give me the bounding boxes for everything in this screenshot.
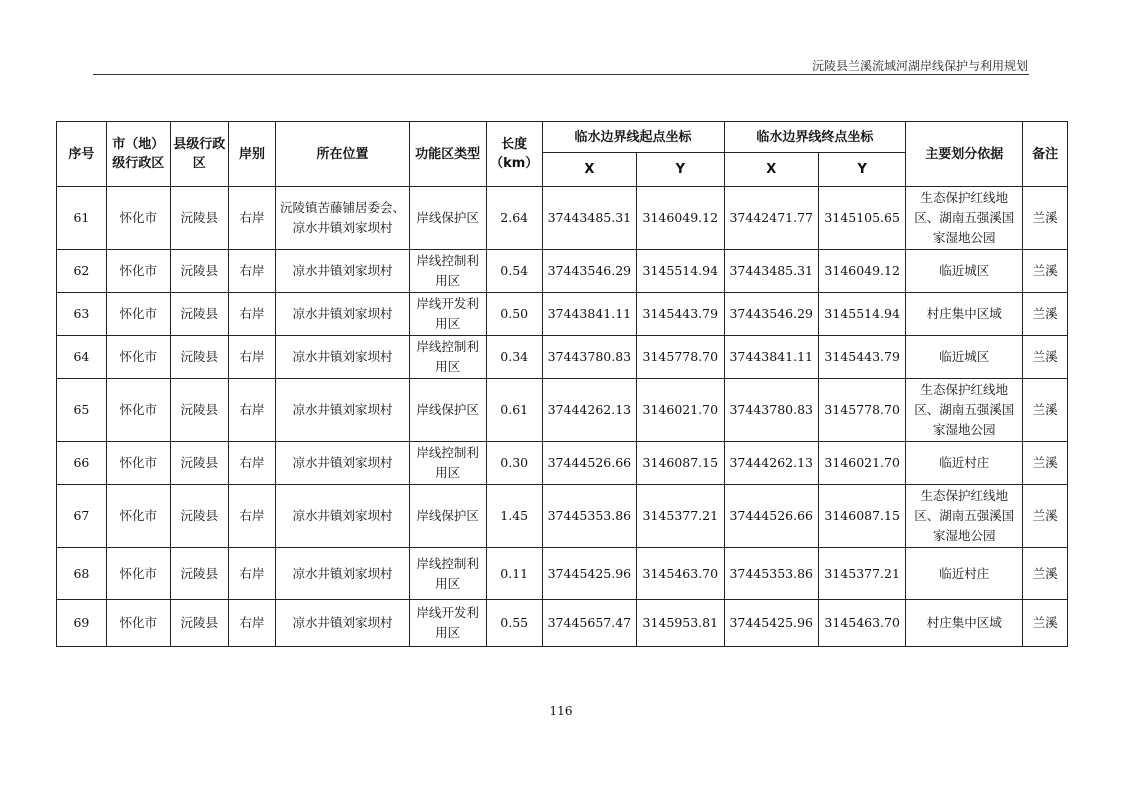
cell-location: 凉水井镇刘家坝村 — [276, 379, 409, 442]
cell-start-y: 3146049.12 — [637, 187, 724, 250]
col-header-end-y: Y — [818, 153, 905, 187]
col-header-bank: 岸别 — [228, 122, 276, 187]
cell-end-y: 3145514.94 — [818, 293, 905, 336]
cell-bank: 右岸 — [228, 187, 276, 250]
cell-bank: 右岸 — [228, 293, 276, 336]
cell-county: 沅陵县 — [170, 293, 228, 336]
cell-start-y: 3145953.81 — [637, 600, 724, 647]
cell-start-x: 37443841.11 — [542, 293, 636, 336]
cell-start-y: 3146021.70 — [637, 379, 724, 442]
cell-start-x: 37445425.96 — [542, 548, 636, 600]
cell-zone-type: 岸线开发利用区 — [409, 600, 486, 647]
cell-zone-type: 岸线控制利用区 — [409, 548, 486, 600]
cell-length: 1.45 — [486, 485, 542, 548]
cell-location: 凉水井镇刘家坝村 — [276, 485, 409, 548]
cell-start-y: 3145463.70 — [637, 548, 724, 600]
cell-note: 兰溪 — [1023, 187, 1068, 250]
cell-end-x: 37444262.13 — [724, 442, 818, 485]
cell-end-x: 37443485.31 — [724, 250, 818, 293]
cell-zone-type: 岸线保护区 — [409, 485, 486, 548]
cell-end-y: 3145377.21 — [818, 548, 905, 600]
cell-basis: 临近城区 — [906, 336, 1023, 379]
cell-location: 凉水井镇刘家坝村 — [276, 336, 409, 379]
cell-location: 凉水井镇刘家坝村 — [276, 442, 409, 485]
table-row — [57, 187, 1068, 250]
cell-start-x: 37444262.13 — [542, 379, 636, 442]
cell-length: 0.55 — [486, 600, 542, 647]
cell-zone-type: 岸线控制利用区 — [409, 336, 486, 379]
cell-start-y: 3145778.70 — [637, 336, 724, 379]
cell-county: 沅陵县 — [170, 336, 228, 379]
cell-bank: 右岸 — [228, 442, 276, 485]
cell-note: 兰溪 — [1023, 250, 1068, 293]
cell-end-x: 37443546.29 — [724, 293, 818, 336]
cell-start-x: 37443780.83 — [542, 336, 636, 379]
cell-seq: 62 — [57, 250, 107, 293]
cell-note: 兰溪 — [1023, 485, 1068, 548]
cell-length: 0.34 — [486, 336, 542, 379]
cell-city: 怀化市 — [106, 442, 170, 485]
table-row — [57, 485, 1068, 548]
cell-seq: 69 — [57, 600, 107, 647]
cell-length: 2.64 — [486, 187, 542, 250]
cell-length: 0.30 — [486, 442, 542, 485]
col-header-seq: 序号 — [57, 122, 107, 187]
cell-location: 凉水井镇刘家坝村 — [276, 250, 409, 293]
cell-county: 沅陵县 — [170, 187, 228, 250]
cell-seq: 67 — [57, 485, 107, 548]
cell-county: 沅陵县 — [170, 548, 228, 600]
cell-seq: 65 — [57, 379, 107, 442]
cell-zone-type: 岸线控制利用区 — [409, 442, 486, 485]
boundary-table — [56, 121, 1068, 647]
cell-basis: 生态保护红线地区、湖南五强溪国家湿地公园 — [906, 379, 1023, 442]
cell-bank: 右岸 — [228, 250, 276, 293]
cell-bank: 右岸 — [228, 379, 276, 442]
cell-note: 兰溪 — [1023, 379, 1068, 442]
cell-zone-type: 岸线控制利用区 — [409, 250, 486, 293]
cell-location: 凉水井镇刘家坝村 — [276, 600, 409, 647]
col-header-start-x: X — [542, 153, 636, 187]
cell-end-y: 3145105.65 — [818, 187, 905, 250]
col-header-start-y: Y — [637, 153, 724, 187]
cell-location: 凉水井镇刘家坝村 — [276, 293, 409, 336]
cell-note: 兰溪 — [1023, 442, 1068, 485]
cell-basis: 临近村庄 — [906, 548, 1023, 600]
cell-bank: 右岸 — [228, 548, 276, 600]
cell-start-y: 3146087.15 — [637, 442, 724, 485]
cell-note: 兰溪 — [1023, 336, 1068, 379]
cell-end-x: 37445425.96 — [724, 600, 818, 647]
col-header-length: 长度（km） — [486, 122, 542, 187]
cell-length: 0.54 — [486, 250, 542, 293]
cell-city: 怀化市 — [106, 293, 170, 336]
cell-seq: 68 — [57, 548, 107, 600]
cell-end-x: 37442471.77 — [724, 187, 818, 250]
col-header-county: 县级行政区 — [170, 122, 228, 187]
col-header-zone-type: 功能区类型 — [409, 122, 486, 187]
col-header-note: 备注 — [1023, 122, 1068, 187]
cell-basis: 临近村庄 — [906, 442, 1023, 485]
cell-city: 怀化市 — [106, 336, 170, 379]
cell-county: 沅陵县 — [170, 485, 228, 548]
cell-end-x: 37443780.83 — [724, 379, 818, 442]
cell-start-x: 37443485.31 — [542, 187, 636, 250]
cell-basis: 生态保护红线地区、湖南五强溪国家湿地公园 — [906, 485, 1023, 548]
cell-county: 沅陵县 — [170, 250, 228, 293]
cell-note: 兰溪 — [1023, 600, 1068, 647]
col-header-end-x: X — [724, 153, 818, 187]
cell-county: 沅陵县 — [170, 379, 228, 442]
running-header: 沅陵县兰溪流域河湖岸线保护与利用规划 — [811, 59, 1028, 73]
cell-seq: 66 — [57, 442, 107, 485]
cell-start-x: 37445353.86 — [542, 485, 636, 548]
cell-county: 沅陵县 — [170, 442, 228, 485]
table-body — [57, 187, 1068, 647]
cell-start-y: 3145443.79 — [637, 293, 724, 336]
cell-start-y: 3145377.21 — [637, 485, 724, 548]
cell-end-y: 3145778.70 — [818, 379, 905, 442]
cell-zone-type: 岸线开发利用区 — [409, 293, 486, 336]
cell-zone-type: 岸线保护区 — [409, 379, 486, 442]
cell-basis: 生态保护红线地区、湖南五强溪国家湿地公园 — [906, 187, 1023, 250]
table-row — [57, 293, 1068, 336]
page-number: 116 — [549, 704, 573, 718]
cell-seq: 64 — [57, 336, 107, 379]
col-header-start-group: 临水边界线起点坐标 — [542, 122, 724, 153]
table-row — [57, 600, 1068, 647]
cell-end-y: 3145443.79 — [818, 336, 905, 379]
table-row — [57, 250, 1068, 293]
cell-bank: 右岸 — [228, 600, 276, 647]
cell-location: 凉水井镇刘家坝村 — [276, 548, 409, 600]
cell-city: 怀化市 — [106, 250, 170, 293]
cell-end-y: 3146021.70 — [818, 442, 905, 485]
cell-start-y: 3145514.94 — [637, 250, 724, 293]
cell-end-x: 37443841.11 — [724, 336, 818, 379]
col-header-location: 所在位置 — [276, 122, 409, 187]
col-header-city: 市（地）级行政区 — [106, 122, 170, 187]
cell-seq: 63 — [57, 293, 107, 336]
table-row — [57, 336, 1068, 379]
cell-end-y: 3146087.15 — [818, 485, 905, 548]
cell-city: 怀化市 — [106, 187, 170, 250]
cell-city: 怀化市 — [106, 379, 170, 442]
cell-city: 怀化市 — [106, 600, 170, 647]
cell-start-x: 37444526.66 — [542, 442, 636, 485]
cell-end-x: 37444526.66 — [724, 485, 818, 548]
cell-bank: 右岸 — [228, 485, 276, 548]
cell-start-x: 37445657.47 — [542, 600, 636, 647]
cell-start-x: 37443546.29 — [542, 250, 636, 293]
table-row — [57, 442, 1068, 485]
table-row — [57, 379, 1068, 442]
cell-length: 0.11 — [486, 548, 542, 600]
cell-zone-type: 岸线保护区 — [409, 187, 486, 250]
cell-city: 怀化市 — [106, 548, 170, 600]
cell-end-y: 3146049.12 — [818, 250, 905, 293]
cell-basis: 临近城区 — [906, 250, 1023, 293]
cell-note: 兰溪 — [1023, 548, 1068, 600]
cell-seq: 61 — [57, 187, 107, 250]
cell-basis: 村庄集中区域 — [906, 600, 1023, 647]
table-row — [57, 548, 1068, 600]
cell-basis: 村庄集中区域 — [906, 293, 1023, 336]
cell-end-y: 3145463.70 — [818, 600, 905, 647]
cell-length: 0.50 — [486, 293, 542, 336]
cell-bank: 右岸 — [228, 336, 276, 379]
cell-location: 沅陵镇苦藤铺居委会、凉水井镇刘家坝村 — [276, 187, 409, 250]
col-header-basis: 主要划分依据 — [906, 122, 1023, 187]
cell-county: 沅陵县 — [170, 600, 228, 647]
cell-city: 怀化市 — [106, 485, 170, 548]
cell-length: 0.61 — [486, 379, 542, 442]
col-header-end-group: 临水边界线终点坐标 — [724, 122, 906, 153]
cell-note: 兰溪 — [1023, 293, 1068, 336]
cell-end-x: 37445353.86 — [724, 548, 818, 600]
header-rule — [93, 74, 1029, 75]
